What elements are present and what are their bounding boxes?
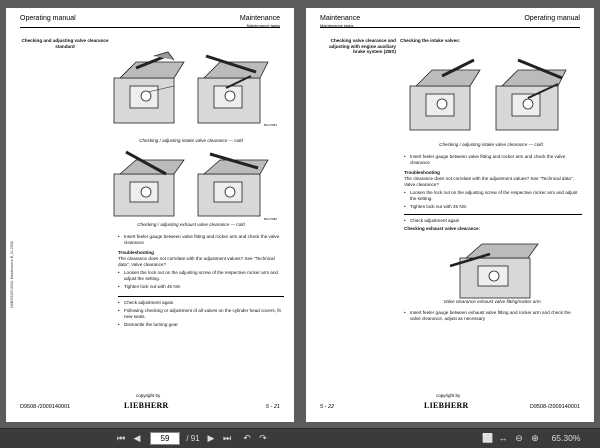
page-number-input[interactable]: 59	[150, 432, 180, 445]
next-view-icon[interactable]: ↷	[259, 433, 267, 443]
header-right: Operating manual	[524, 15, 580, 22]
doc-number: D9508-/2009140001	[529, 404, 580, 410]
figure-id: BA 07082	[264, 217, 278, 221]
engine-drawing-d	[198, 154, 268, 216]
exhaust-title: Checking exhaust valve clearance:	[404, 226, 481, 231]
engine-drawing-c	[114, 152, 184, 216]
engine-figure-intake	[106, 48, 281, 138]
trouble-step: • Tighten lock nut with 45 Nm	[410, 204, 582, 210]
engine-drawing-a	[114, 52, 184, 123]
header-sub: Maintenance tasks	[246, 23, 280, 28]
right-page	[306, 8, 594, 422]
zoom-in-icon[interactable]: ⊕	[531, 433, 539, 443]
caption-exhaust: Checking / adjusting exhaust valve clearance — cold	[137, 222, 245, 227]
caption-exhaust: Valve clearance exhaust valve fitting/rocker arm	[443, 299, 541, 304]
fit-width-icon[interactable]: ↔	[498, 433, 508, 443]
step: • Check adjustment again	[124, 300, 284, 306]
header-sub: Maintenance tasks	[320, 23, 354, 28]
page-header	[320, 15, 580, 27]
viewer-toolbar	[0, 428, 600, 448]
troubleshooting-title: Troubleshooting	[118, 250, 154, 255]
engine-drawing-e	[410, 60, 480, 130]
step-insert-gauge: • Insert feeler gauge between valve fitting and rocker arm and check the valve clearance	[124, 234, 284, 245]
header-rule	[20, 27, 280, 28]
engine-figure-exhaust	[106, 148, 281, 226]
zoom-out-icon[interactable]: ⊖	[515, 433, 523, 443]
troubleshooting-title: Troubleshooting	[404, 170, 440, 175]
page-number: 5 - 22	[320, 404, 335, 410]
page-header	[20, 15, 280, 27]
divider	[118, 296, 284, 297]
trouble-step: • Loosen the lock nut on the adjusting screw of the respective rocker arm and adjust the setting.	[124, 270, 284, 281]
engine-drawing-g	[450, 244, 538, 298]
last-page-icon[interactable]: ⏭	[222, 433, 232, 443]
figure-id: BA 07081	[264, 123, 278, 127]
next-page-icon[interactable]: ▶	[207, 433, 215, 443]
engine-drawing-f	[496, 60, 566, 130]
header-rule	[320, 27, 580, 28]
caption-intake: Checking / adjusting intake valve clearance — cold	[439, 142, 543, 147]
liebherr-logo: LIEBHERR	[124, 401, 169, 410]
step: • Dismantle the turning gear	[124, 322, 284, 328]
caption-intake: Checking / adjusting intake valve clearance — cold	[139, 138, 243, 143]
copyright-text: copyright by	[136, 393, 161, 398]
intake-title: Checking the intake valves:	[400, 38, 461, 43]
step-insert-gauge-exhaust: • Insert feeler gauge between exhaust valve fitting and rocker arm and check the valve clearance, adjust as necessary	[410, 310, 582, 321]
zoom-level[interactable]: 65.30%	[551, 433, 581, 443]
page-number: 5 - 21	[265, 404, 280, 410]
trouble-step: • Loosen the lock nut on the adjusting screw of the respective rocker arm and adjust the setting.	[410, 190, 582, 201]
left-page	[6, 8, 294, 422]
engine-drawing-b	[198, 56, 268, 123]
side-text: LWB/09/2013/001 Maintenance B_01.2008	[10, 241, 14, 308]
liebherr-logo: LIEBHERR	[424, 401, 469, 410]
header-left: Operating manual	[20, 15, 76, 22]
copyright-text: copyright by	[436, 393, 461, 398]
step: • Following checking or adjustment of all valves on the cylinder head covers, fit new seals.	[124, 308, 284, 319]
page-total: / 91	[186, 434, 200, 443]
check-again: • Check adjustment again	[410, 218, 582, 224]
fit-page-icon[interactable]: ⬜	[482, 433, 494, 443]
prev-view-icon[interactable]: ↶	[243, 433, 251, 443]
step-insert-gauge: • Insert feeler gauge between valve fitting and rocker arm and check the valve clearance	[410, 154, 584, 165]
section-title: Checking and adjusting valve clearance standard	[21, 38, 109, 49]
doc-number: D9508-/2009140001	[20, 404, 71, 410]
section-title: Checking valve clearance and adjusting with engine auxiliary brake system (ZBS)	[329, 38, 396, 55]
header-right: Maintenance	[239, 15, 280, 22]
header-left: Maintenance	[320, 15, 361, 22]
divider	[404, 214, 582, 215]
engine-figure-intake	[402, 54, 577, 144]
prev-page-icon[interactable]: ◀	[133, 433, 141, 443]
trouble-text: The clearance does not correlate with the adjustment values? See "Technical data", Valve clearance?	[404, 176, 574, 187]
first-page-icon[interactable]: ⏮	[116, 433, 126, 443]
trouble-text: The clearance does not correlate with the adjustment values? See "Technical data", Valve clearance?	[118, 256, 275, 267]
engine-figure-exhaust	[446, 236, 550, 302]
trouble-step: • Tighten lock nut with 45 Nm	[124, 284, 284, 290]
